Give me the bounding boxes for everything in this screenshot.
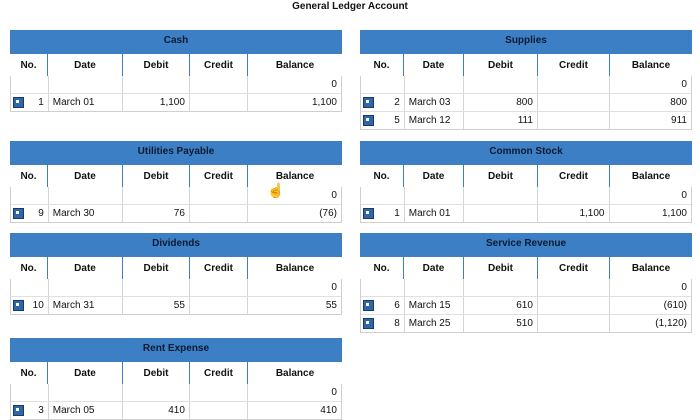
column-header-debit: Debit <box>464 54 538 76</box>
cell-no <box>11 402 49 419</box>
column-header-credit: Credit <box>190 257 248 279</box>
cell-balance: 0 <box>331 282 337 293</box>
cell-balance: 0 <box>331 190 337 201</box>
column-header-date: Date <box>48 362 123 384</box>
cell-no <box>11 76 49 93</box>
column-header-no: No. <box>10 54 48 76</box>
ledger-utilities-payable <box>10 141 342 223</box>
cell-debit: 76 <box>123 205 190 222</box>
row-link-icon[interactable] <box>13 405 24 416</box>
cell-date: March 30 <box>49 205 124 222</box>
entry-number: 1 <box>394 208 400 219</box>
cell-no <box>361 315 405 332</box>
table-row <box>11 384 341 402</box>
cell-credit <box>190 76 248 93</box>
ledger-cash <box>10 30 342 112</box>
cell-balance: 1,100 <box>311 97 337 108</box>
cell-balance: 0 <box>681 282 687 293</box>
column-header-balance: Balance <box>248 54 342 76</box>
cell-credit <box>538 187 610 204</box>
entry-number: 1 <box>38 97 44 108</box>
cell-date: March 12 <box>405 112 465 129</box>
cell-credit <box>190 297 248 314</box>
cell-credit <box>190 187 248 204</box>
cell-date <box>49 279 124 296</box>
column-header-debit: Debit <box>123 165 190 187</box>
column-header-date: Date <box>48 54 123 76</box>
table-row <box>11 297 341 314</box>
ledger-header <box>10 233 342 279</box>
row-link-icon[interactable] <box>363 300 374 311</box>
table-row <box>361 112 691 129</box>
row-link-icon[interactable] <box>363 97 374 108</box>
cell-balance: 1,100 <box>661 208 687 219</box>
table-row <box>11 94 341 111</box>
cell-debit <box>123 279 190 296</box>
column-header-date: Date <box>404 54 464 76</box>
column-header-credit: Credit <box>190 165 248 187</box>
account-title: Supplies <box>505 35 547 46</box>
cell-no <box>361 187 405 204</box>
cell-debit: 111 <box>464 112 538 129</box>
cell-credit <box>538 76 610 93</box>
cell-date <box>49 384 124 401</box>
cell-debit <box>464 279 538 296</box>
table-row <box>11 402 341 419</box>
cell-balance: (76) <box>319 208 337 219</box>
cell-no <box>361 76 405 93</box>
entry-number: 2 <box>394 97 400 108</box>
column-header-balance: Balance <box>248 257 342 279</box>
hand-cursor-icon: ☝ <box>267 182 285 198</box>
column-header-balance: Balance <box>248 362 342 384</box>
cell-date: March 31 <box>49 297 124 314</box>
column-header-balance: Balance <box>248 165 342 187</box>
cell-credit <box>538 279 610 296</box>
row-link-icon[interactable] <box>13 300 24 311</box>
cell-debit <box>123 187 190 204</box>
table-row <box>11 76 341 94</box>
cell-balance: (1,120) <box>655 318 687 329</box>
cell-credit <box>538 112 610 129</box>
table-row <box>11 205 341 222</box>
cell-date: March 03 <box>405 94 465 111</box>
cell-credit <box>538 297 610 314</box>
cell-date: March 15 <box>405 297 465 314</box>
cell-balance: 55 <box>325 300 337 311</box>
cell-credit <box>190 205 248 222</box>
cell-debit <box>464 76 538 93</box>
cell-no <box>11 94 49 111</box>
row-link-icon[interactable] <box>13 208 24 219</box>
cell-credit <box>190 94 248 111</box>
cell-date <box>405 187 465 204</box>
cell-debit: 410 <box>123 402 190 419</box>
cell-date <box>49 187 124 204</box>
table-row <box>361 94 691 112</box>
cell-debit: 800 <box>464 94 538 111</box>
cell-no <box>11 297 49 314</box>
ledger-header <box>360 141 692 187</box>
cell-debit: 610 <box>464 297 538 314</box>
cell-date: March 01 <box>49 94 124 111</box>
column-header-balance: Balance <box>610 257 692 279</box>
ledger-body <box>10 384 342 420</box>
table-row <box>361 187 691 205</box>
row-link-icon[interactable] <box>363 318 374 329</box>
cell-balance: 0 <box>331 387 337 398</box>
column-header-credit: Credit <box>190 54 248 76</box>
account-title: Dividends <box>152 238 200 249</box>
cell-balance: 911 <box>671 115 687 126</box>
cell-credit: 1,100 <box>538 205 610 222</box>
column-header-balance: Balance <box>610 165 692 187</box>
account-title: Service Revenue <box>485 238 567 249</box>
column-header-balance: Balance <box>610 54 692 76</box>
entry-number: 10 <box>32 300 44 311</box>
column-header-date: Date <box>48 257 123 279</box>
cell-no <box>361 94 405 111</box>
row-link-icon[interactable] <box>363 208 374 219</box>
row-link-icon[interactable] <box>13 97 24 108</box>
ledger-body <box>10 187 342 223</box>
cell-no <box>361 205 405 222</box>
column-header-debit: Debit <box>123 257 190 279</box>
column-header-no: No. <box>360 257 404 279</box>
cell-date: March 05 <box>49 402 124 419</box>
ledger-header <box>10 30 342 76</box>
cell-credit <box>538 94 610 111</box>
table-row <box>361 297 691 315</box>
cell-debit: 510 <box>464 315 538 332</box>
table-row <box>361 205 691 222</box>
cell-balance: 800 <box>670 97 687 108</box>
cell-credit <box>190 384 248 401</box>
entry-number: 8 <box>394 318 400 329</box>
cell-no <box>361 279 405 296</box>
ledger-body <box>360 187 692 223</box>
table-row <box>361 315 691 332</box>
ledger-header <box>360 233 692 279</box>
account-title: Utilities Payable <box>137 146 215 157</box>
cell-credit <box>538 315 610 332</box>
cell-no <box>11 279 49 296</box>
account-title: Cash <box>163 35 189 46</box>
table-row <box>11 279 341 297</box>
column-header-debit: Debit <box>464 165 538 187</box>
cell-debit <box>123 76 190 93</box>
cell-date <box>405 279 465 296</box>
account-title: Common Stock <box>489 146 563 157</box>
table-row <box>361 279 691 297</box>
account-title: Rent Expense <box>142 343 210 354</box>
column-header-no: No. <box>10 362 48 384</box>
column-header-debit: Debit <box>123 54 190 76</box>
cell-balance: (610) <box>663 300 687 311</box>
ledger-body <box>10 279 342 315</box>
cell-debit <box>464 187 538 204</box>
column-header-date: Date <box>404 165 464 187</box>
column-header-no: No. <box>360 54 404 76</box>
cell-credit <box>190 279 248 296</box>
entry-number: 3 <box>38 405 44 416</box>
cell-debit: 55 <box>123 297 190 314</box>
column-header-date: Date <box>48 165 123 187</box>
cell-balance: 0 <box>331 79 337 90</box>
cell-balance: 0 <box>681 79 687 90</box>
column-header-no: No. <box>10 257 48 279</box>
ledger-service-revenue <box>360 233 692 333</box>
table-row <box>361 76 691 94</box>
row-link-icon[interactable] <box>363 115 374 126</box>
ledger-supplies <box>360 30 692 130</box>
cell-no <box>361 297 405 314</box>
entry-number: 5 <box>394 115 400 126</box>
entry-number: 9 <box>38 208 44 219</box>
page-title: General Ledger Account <box>292 1 408 12</box>
column-header-no: No. <box>10 165 48 187</box>
column-header-debit: Debit <box>123 362 190 384</box>
ledger-body <box>10 76 342 112</box>
ledger-header <box>360 30 692 76</box>
cell-no <box>11 187 49 204</box>
cell-debit: 1,100 <box>123 94 190 111</box>
cell-date: March 25 <box>405 315 465 332</box>
cell-debit <box>123 384 190 401</box>
cell-date <box>405 76 465 93</box>
column-header-credit: Credit <box>538 54 610 76</box>
column-header-date: Date <box>404 257 464 279</box>
column-header-credit: Credit <box>538 257 610 279</box>
cell-date: March 01 <box>405 205 465 222</box>
ledger-common-stock <box>360 141 692 223</box>
column-header-credit: Credit <box>190 362 248 384</box>
ledger-header <box>10 338 342 384</box>
table-row <box>11 187 341 205</box>
cell-date <box>49 76 124 93</box>
column-header-no: No. <box>360 165 404 187</box>
ledger-body <box>360 279 692 333</box>
column-header-debit: Debit <box>464 257 538 279</box>
ledger-dividends <box>10 233 342 315</box>
cell-balance: 410 <box>320 405 337 416</box>
cell-balance: 0 <box>681 190 687 201</box>
ledger-body <box>360 76 692 130</box>
ledger-rent-expense <box>10 338 342 420</box>
ledger-header <box>10 141 342 187</box>
cell-no <box>11 384 49 401</box>
cell-credit <box>190 402 248 419</box>
cell-debit <box>464 205 538 222</box>
entry-number: 6 <box>394 300 400 311</box>
cell-no <box>361 112 405 129</box>
cell-no <box>11 205 49 222</box>
column-header-credit: Credit <box>538 165 610 187</box>
